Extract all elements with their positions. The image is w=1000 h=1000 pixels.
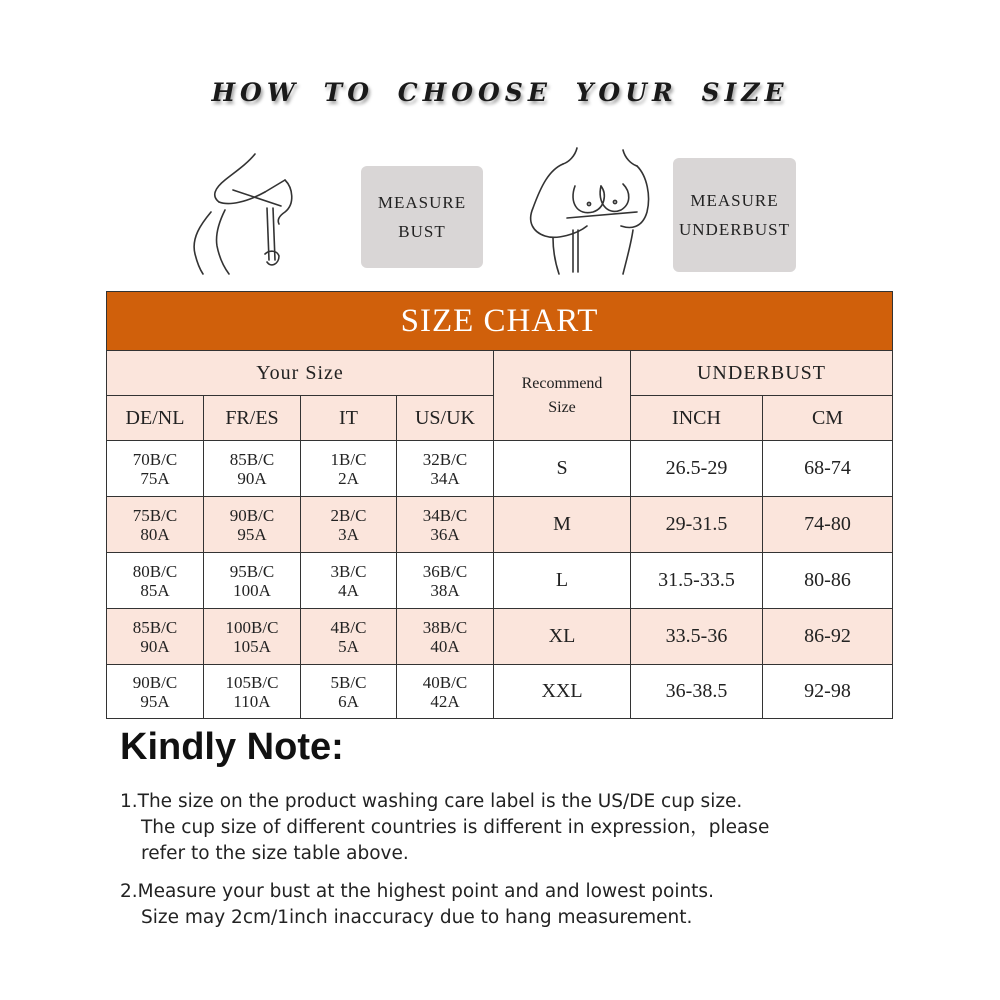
cell-line: 36B/C bbox=[422, 561, 468, 581]
table-cell-it bbox=[300, 608, 397, 665]
cell-line: 38B/C bbox=[422, 617, 468, 637]
table-cell-de bbox=[106, 608, 204, 665]
your-size-header: Your Size bbox=[106, 350, 494, 396]
cell-line: 4B/C bbox=[330, 617, 367, 637]
table-cell-us bbox=[396, 496, 494, 553]
measure-bust-illustration bbox=[185, 150, 305, 275]
measure-underbust-line1: MEASURE bbox=[690, 191, 779, 210]
note-line: 2.Measure your bust at the highest point and and lowest points. bbox=[120, 881, 714, 902]
cell-line: 105B/C bbox=[225, 672, 279, 692]
col-header-fr-es: FR/ES bbox=[203, 395, 301, 441]
cell-line: 70B/C bbox=[132, 449, 178, 469]
measure-bust-label bbox=[361, 166, 483, 268]
cell-line: 5A bbox=[338, 636, 359, 656]
note-item-2 bbox=[120, 879, 714, 931]
table-cell-it bbox=[300, 552, 397, 609]
cell-line: 80A bbox=[140, 524, 170, 544]
table-cell-us bbox=[396, 440, 494, 497]
cell-line: 2A bbox=[338, 468, 359, 488]
measure-bust-line1: MEASURE bbox=[377, 193, 467, 212]
table-cell-size: S bbox=[493, 440, 631, 497]
cell-line: 40A bbox=[430, 636, 460, 656]
table-cell-inch: 33.5-36 bbox=[630, 608, 763, 665]
table-cell-cm: 80-86 bbox=[762, 552, 893, 609]
col-header-us-uk: US/UK bbox=[396, 395, 494, 441]
cell-line: 90B/C bbox=[132, 672, 178, 692]
cell-line: 105A bbox=[233, 636, 271, 656]
recommend-size-header bbox=[493, 350, 631, 441]
table-cell-cm: 68-74 bbox=[762, 440, 893, 497]
cell-line: 100B/C bbox=[225, 617, 279, 637]
cell-line: 32B/C bbox=[422, 449, 468, 469]
cell-line: 36A bbox=[430, 524, 460, 544]
cell-line: 95A bbox=[140, 691, 170, 711]
table-cell-inch: 36-38.5 bbox=[630, 664, 763, 719]
table-cell-it bbox=[300, 440, 397, 497]
measure-underbust-label bbox=[673, 158, 796, 272]
cell-line: 95A bbox=[237, 524, 267, 544]
cell-line: 75B/C bbox=[132, 505, 178, 525]
table-cell-inch: 29-31.5 bbox=[630, 496, 763, 553]
page-heading: HOW TO CHOOSE YOUR SIZE bbox=[211, 78, 789, 107]
cell-line: 42A bbox=[430, 691, 460, 711]
table-cell-cm: 92-98 bbox=[762, 664, 893, 719]
table-cell-fr bbox=[203, 496, 301, 553]
cell-line: 5B/C bbox=[330, 672, 367, 692]
note-line: Size may 2cm/1inch inaccuracy due to hang measurement. bbox=[141, 907, 693, 928]
cell-line: 85B/C bbox=[229, 449, 275, 469]
table-cell-size: XL bbox=[493, 608, 631, 665]
note-line: refer to the size table above. bbox=[141, 843, 409, 864]
measure-underbust-illustration bbox=[523, 146, 658, 276]
col-header-inch: INCH bbox=[630, 395, 763, 441]
col-header-cm: CM bbox=[762, 395, 893, 441]
cell-line: 90B/C bbox=[229, 505, 275, 525]
table-cell-it bbox=[300, 496, 397, 553]
cell-line: 38A bbox=[430, 580, 460, 600]
cell-line: 85A bbox=[140, 580, 170, 600]
table-cell-fr bbox=[203, 440, 301, 497]
table-cell-fr bbox=[203, 608, 301, 665]
recommend-line1: Recommend bbox=[521, 374, 603, 392]
col-header-it: IT bbox=[300, 395, 397, 441]
table-cell-cm: 74-80 bbox=[762, 496, 893, 553]
cell-line: 40B/C bbox=[422, 672, 468, 692]
table-cell-us bbox=[396, 664, 494, 719]
note-line: 1.The size on the product washing care label is the US/DE cup size. bbox=[120, 791, 743, 812]
cell-line: 6A bbox=[338, 691, 359, 711]
col-header-de-nl: DE/NL bbox=[106, 395, 204, 441]
size-chart-table bbox=[106, 291, 893, 719]
table-cell-inch: 31.5-33.5 bbox=[630, 552, 763, 609]
cell-line: 110A bbox=[233, 691, 271, 711]
cell-line: 34B/C bbox=[422, 505, 468, 525]
size-chart-title: SIZE CHART bbox=[106, 291, 893, 351]
table-cell-de bbox=[106, 552, 204, 609]
underbust-header: UNDERBUST bbox=[630, 350, 893, 396]
table-cell-size: M bbox=[493, 496, 631, 553]
table-cell-fr bbox=[203, 552, 301, 609]
cell-line: 2B/C bbox=[330, 505, 367, 525]
cell-line: 85B/C bbox=[132, 617, 178, 637]
cell-line: 90A bbox=[140, 636, 170, 656]
cell-line: 4A bbox=[338, 580, 359, 600]
table-cell-de bbox=[106, 440, 204, 497]
note-item-1 bbox=[120, 789, 769, 867]
note-line: The cup size of different countries is different in expression，please bbox=[141, 817, 770, 838]
cell-line: 100A bbox=[233, 580, 271, 600]
kindly-note-title: Kindly Note: bbox=[120, 726, 344, 768]
table-cell-cm: 86-92 bbox=[762, 608, 893, 665]
table-cell-de bbox=[106, 496, 204, 553]
measure-bust-line2: BUST bbox=[398, 222, 446, 241]
cell-line: 1B/C bbox=[330, 449, 367, 469]
table-cell-size: XXL bbox=[493, 664, 631, 719]
cell-line: 75A bbox=[140, 468, 170, 488]
table-cell-inch: 26.5-29 bbox=[630, 440, 763, 497]
table-cell-us bbox=[396, 552, 494, 609]
cell-line: 90A bbox=[237, 468, 267, 488]
cell-line: 95B/C bbox=[229, 561, 275, 581]
table-cell-size: L bbox=[493, 552, 631, 609]
measure-underbust-line2: UNDERBUST bbox=[678, 220, 790, 239]
cell-line: 3A bbox=[338, 524, 359, 544]
table-cell-us bbox=[396, 608, 494, 665]
cell-line: 3B/C bbox=[330, 561, 367, 581]
recommend-line2: Size bbox=[548, 398, 576, 416]
cell-line: 34A bbox=[430, 468, 460, 488]
table-cell-de bbox=[106, 664, 204, 719]
cell-line: 80B/C bbox=[132, 561, 178, 581]
table-cell-fr bbox=[203, 664, 301, 719]
table-cell-it bbox=[300, 664, 397, 719]
